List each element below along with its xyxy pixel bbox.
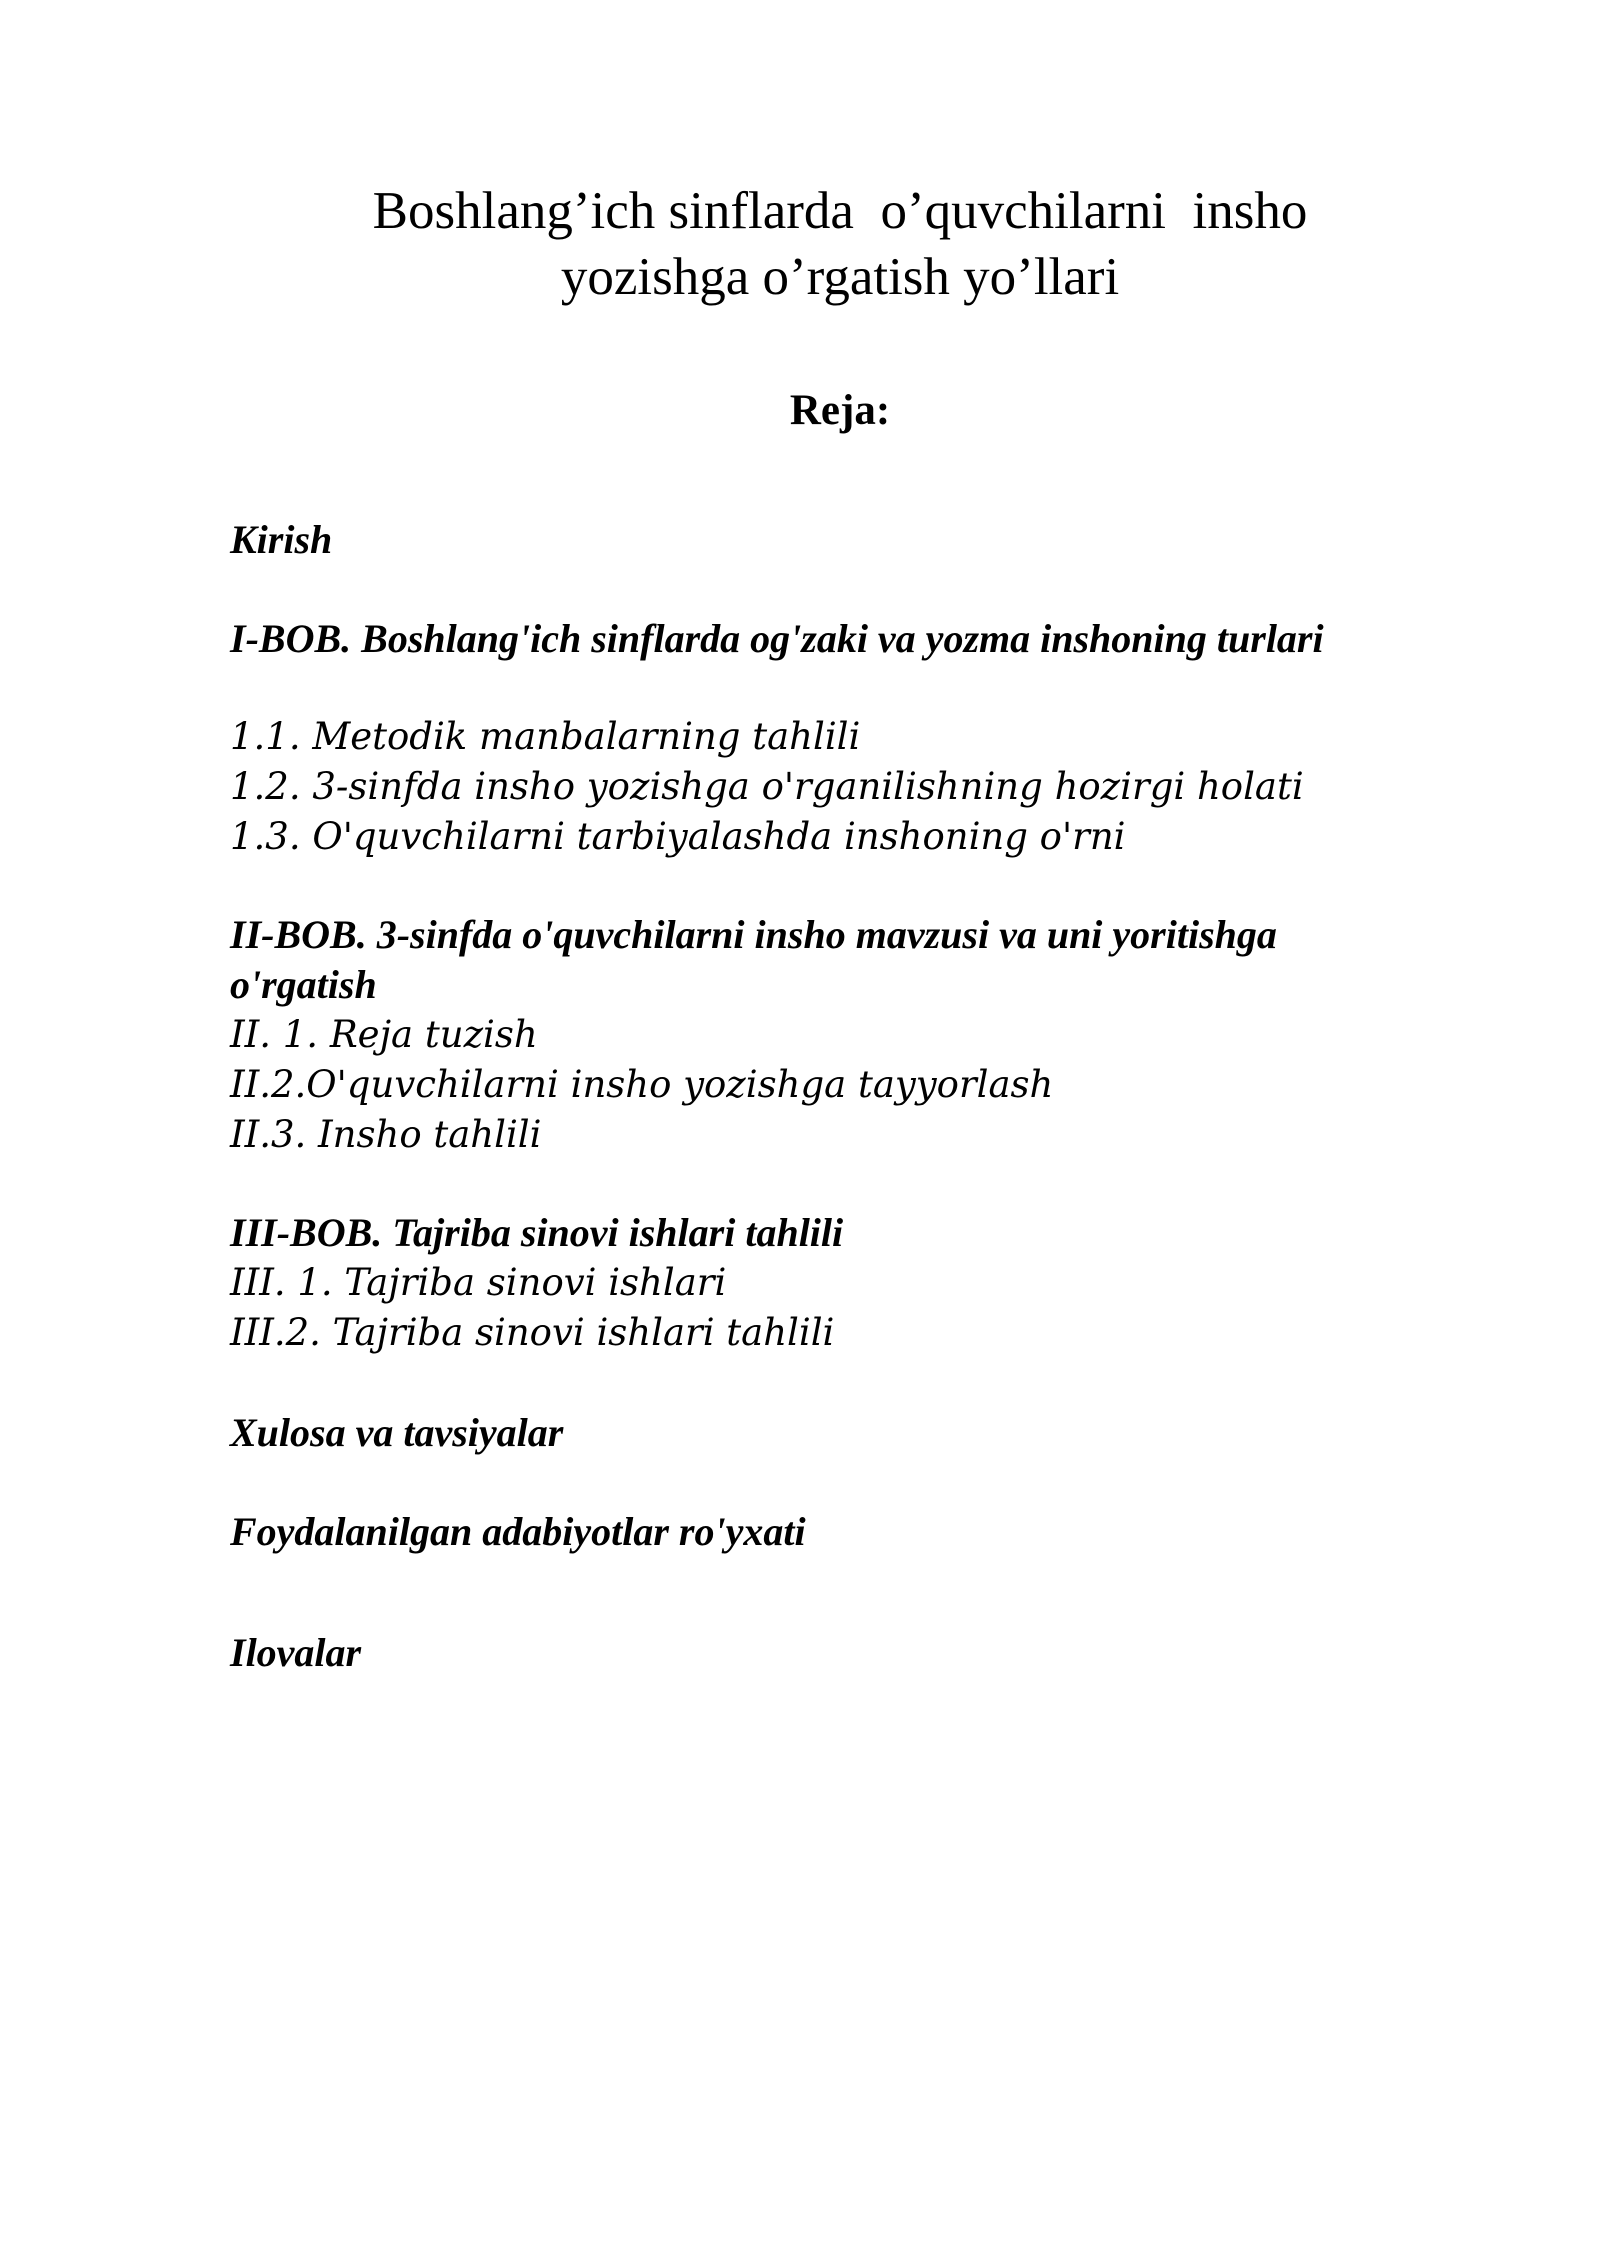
title-line-1: Boshlang’ich sinflarda o’quvchilarni insho (372, 182, 1308, 240)
chapter-1-item: 1.2. 3-sinfda insho yozishga o'rganilishning hozirgi holati (230, 765, 1304, 808)
appendix-entry: Ilovalar (230, 1630, 362, 1675)
chapter-3-heading: III-BOB. Tajriba sinovi ishlari tahlili (230, 1210, 844, 1255)
intro-entry: Kirish (230, 517, 333, 562)
references-entry: Foydalanilgan adabiyotlar ro'yxati (230, 1509, 806, 1554)
chapter-2-heading-line-1: II-BOB. 3-sinfda o'quvchilarni insho mavzusi va uni yoritishga (230, 912, 1277, 957)
document-title (240, 178, 1440, 310)
plan-heading: Reja: (789, 387, 891, 434)
chapter-3-item: III. 1. Tajriba sinovi ishlari (230, 1261, 727, 1304)
chapter-3-item: III.2. Tajriba sinovi ishlari tahlili (230, 1311, 835, 1354)
title-line-2: yozishga o’rgatish yo’llari (560, 248, 1120, 306)
conclusion-entry: Xulosa va tavsiyalar (230, 1410, 564, 1455)
chapter-2-item: II.2.O'quvchilarni insho yozishga tayyorlash (230, 1063, 1054, 1106)
chapter-2-heading-line-2: o'rgatish (230, 962, 377, 1007)
chapter-2-item: II. 1. Reja tuzish (230, 1013, 538, 1056)
chapter-1-item: 1.3. O'quvchilarni tarbiyalashda inshoning o'rni (230, 815, 1126, 858)
chapter-1-item: 1.1. Metodik manbalarning tahlili (230, 715, 861, 758)
chapter-1-heading: I-BOB. Boshlang'ich sinflarda og'zaki va yozma inshoning turlari (230, 616, 1324, 661)
chapter-2-item: II.3. Insho tahlili (230, 1113, 542, 1156)
